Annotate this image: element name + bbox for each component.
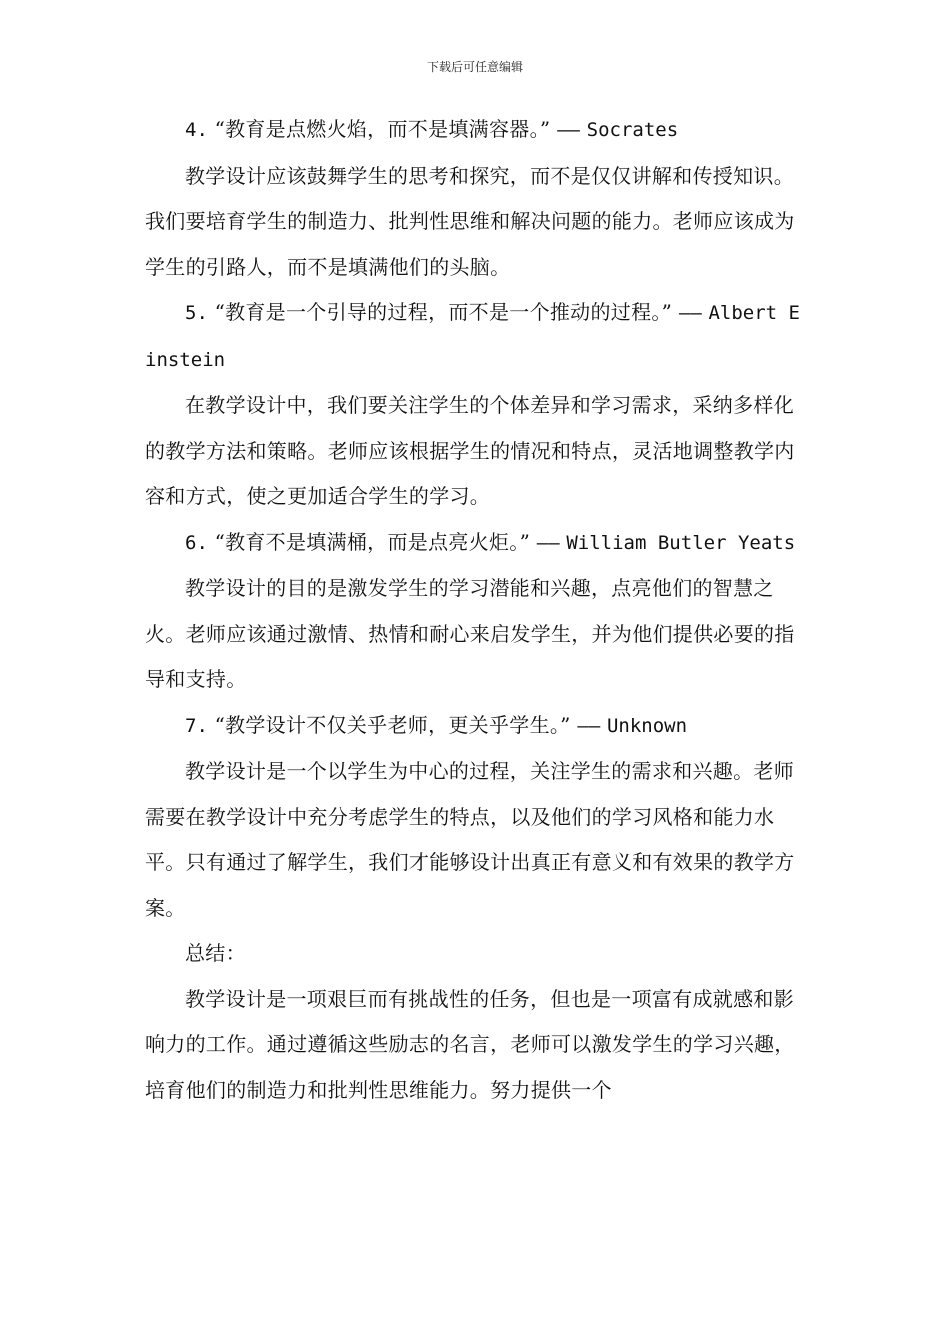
quote-paragraph-6 [145, 520, 805, 567]
body-paragraph: 教学设计的目的是激发学生的学习潜能和兴趣，点亮他们的智慧之火。老师应该通过激情、热情和耐心来启发学生，并为他们提供必要的指导和支持。 [145, 576, 795, 691]
quote-paragraph-4 [145, 107, 805, 154]
quote-dash: —— [678, 302, 702, 324]
quote-paragraph-5 [145, 290, 805, 383]
quote-number: 6. [185, 531, 208, 554]
quote-dash: —— [577, 714, 601, 737]
quote-dash: —— [536, 531, 560, 554]
document-body [145, 107, 805, 1113]
quote-number: 4. [185, 119, 208, 141]
quote-text: “教育不是填满桶，而是点亮火炬。” [214, 529, 531, 554]
quote-text: “教育是一个引导的过程，而不是一个推动的过程。” [214, 300, 673, 324]
quote-author: Unknown [606, 714, 688, 737]
quote-number: 5. [185, 302, 208, 324]
body-paragraph: 在教学设计中，我们要关注学生的个体差异和学习需求，采纳多样化的教学方法和策略。老师应该根据学生的情况和特点，灵活地调整教学内容和方式，使之更加适合学生的学习。 [145, 393, 795, 508]
quote-author: Albert Einstein [145, 302, 800, 371]
quote-dash: —— [557, 119, 580, 141]
summary-heading: 总结： [185, 941, 246, 965]
quote-number: 7. [185, 714, 208, 737]
quote-author: Socrates [586, 119, 679, 141]
body-paragraph: 教学设计是一个以学生为中心的过程，关注学生的需求和兴趣。老师需要在教学设计中充分考虑学生的特点，以及他们的学习风格和能力水平。只有通过了解学生，我们才能够设计出真正有意义和有效果的教学方案。 [145, 759, 795, 920]
body-paragraph: 教学设计是一项艰巨而有挑战性的任务，但也是一项富有成就感和影响力的工作。通过遵循这些励志的名言，老师可以激发学生的学习兴趣，培育他们的制造力和批判性思维能力。努力提供一个 [145, 986, 795, 1102]
page-header: 下载后可任意编辑 [426, 60, 523, 74]
body-paragraph: 教学设计应该鼓舞学生的思考和探究，而不是仅仅讲解和传授知识。我们要培育学生的制造力、批判性思维和解决问题的能力。老师应该成为学生的引路人，而不是填满他们的头脑。 [145, 163, 795, 279]
quote-text: “教育是点燃火焰，而不是填满容器。” [214, 117, 551, 141]
quote-text: “教学设计不仅关乎老师，更关乎学生。” [214, 712, 571, 737]
quote-paragraph-7 [145, 703, 805, 750]
quote-author: William Butler Yeats [566, 531, 796, 554]
